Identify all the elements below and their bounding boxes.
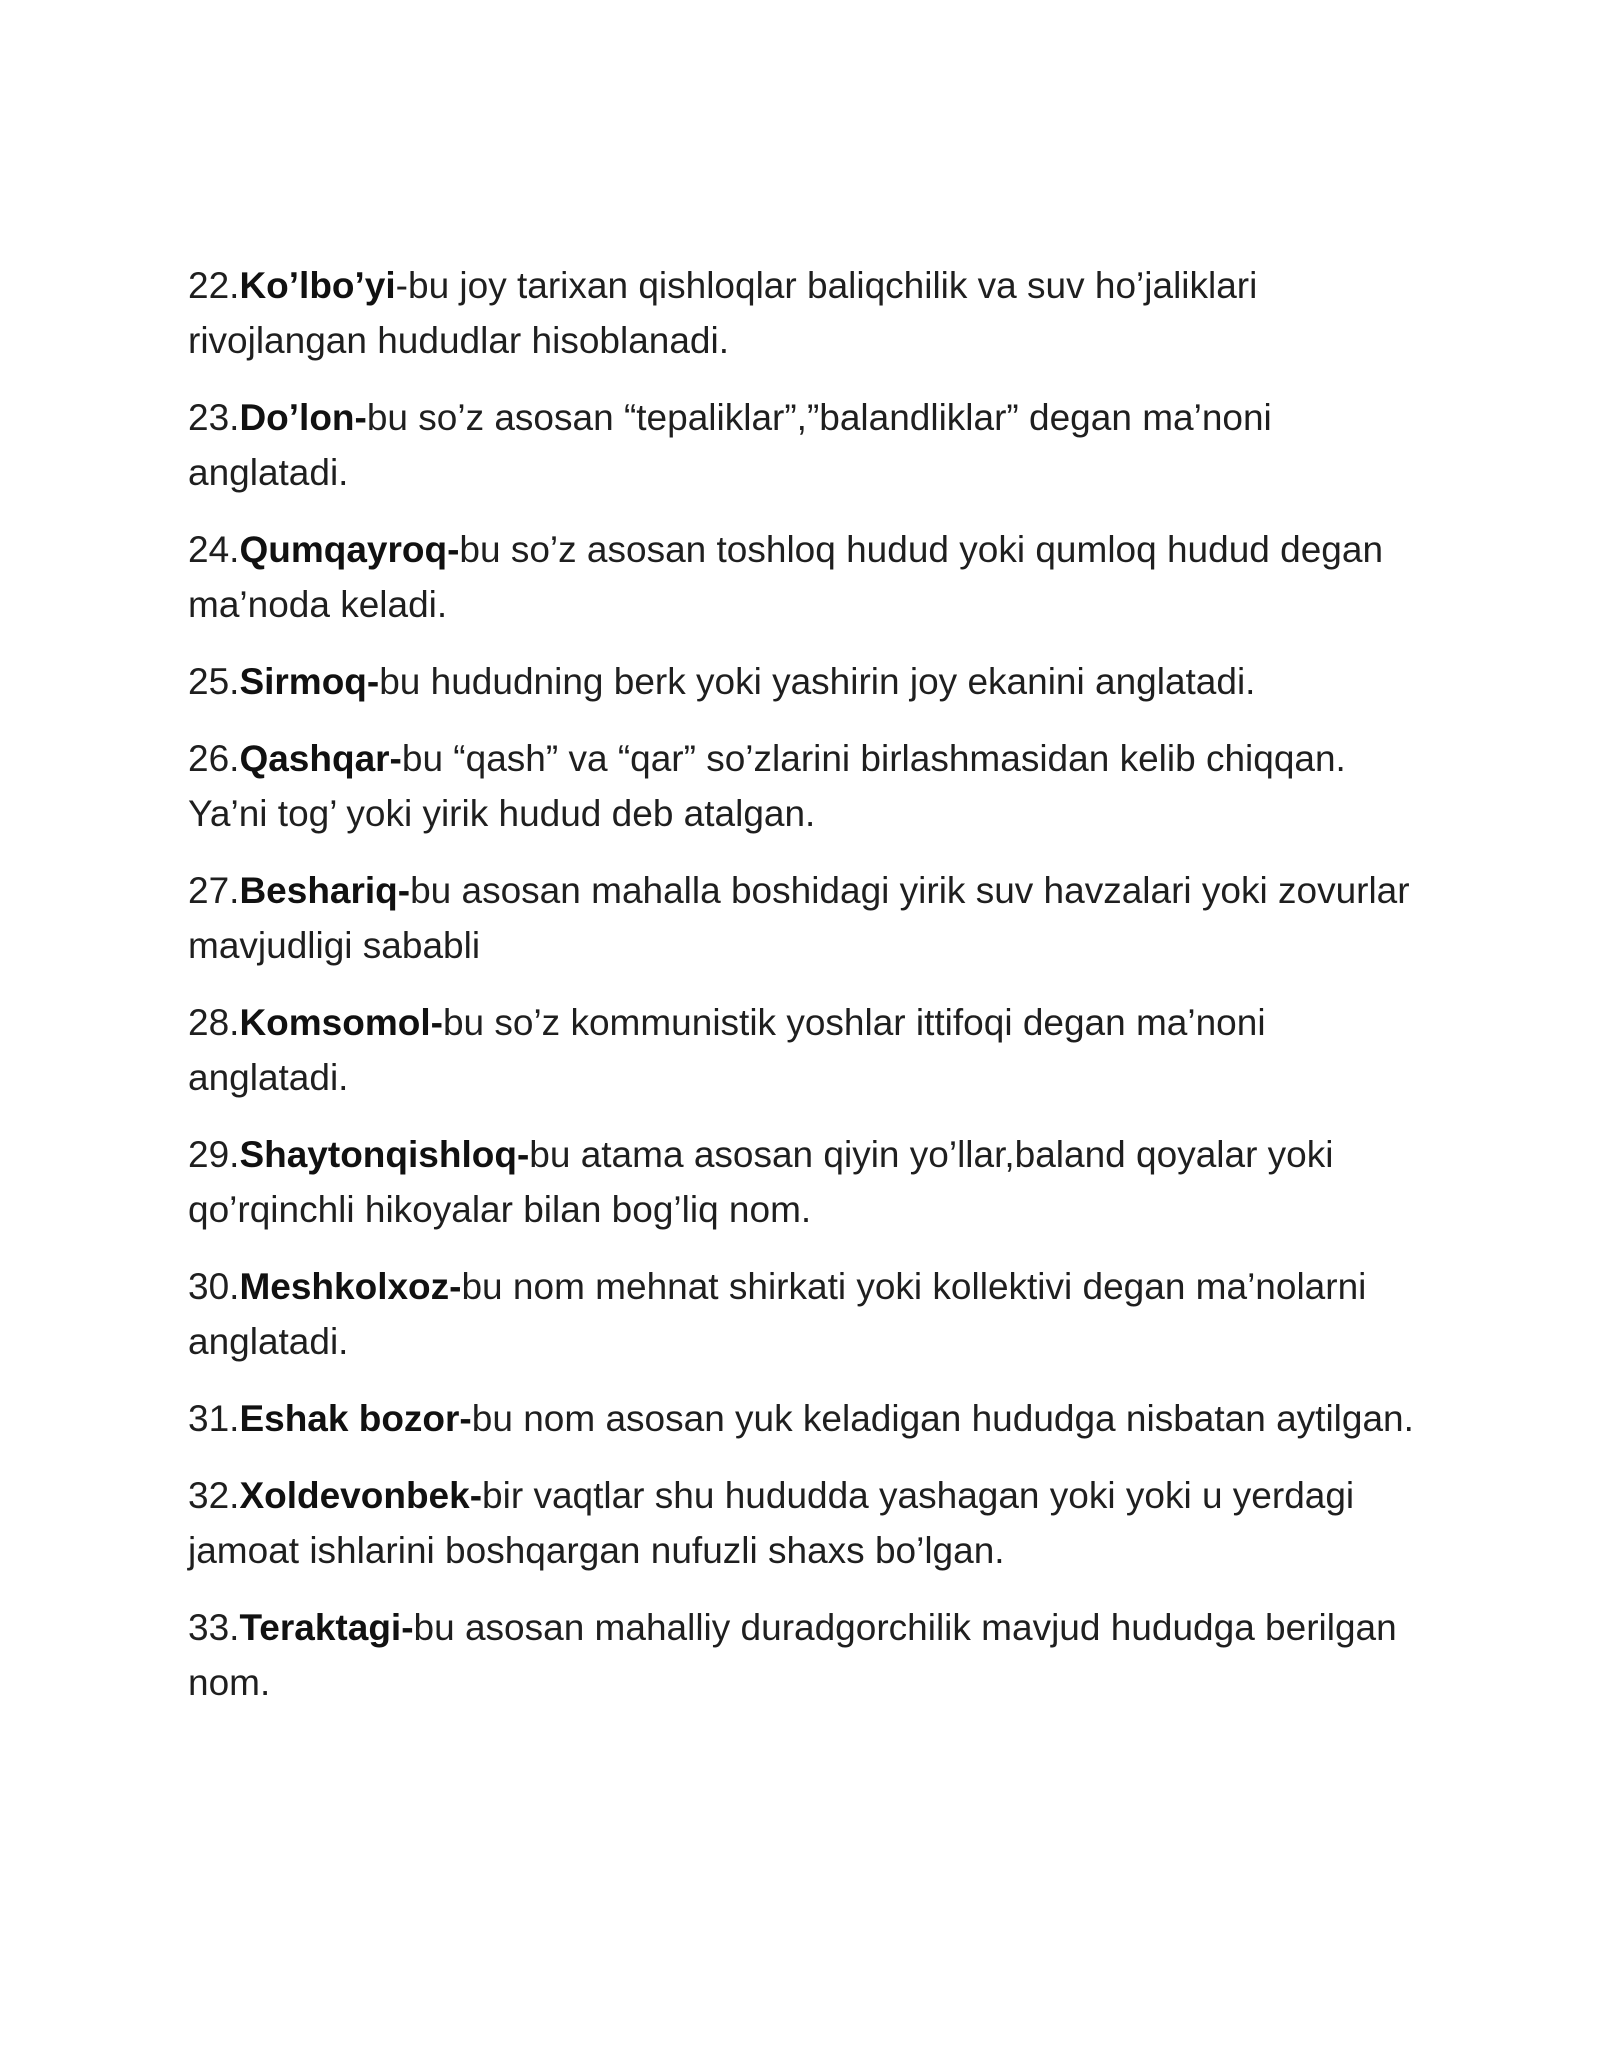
item-description: bu so’z asosan “tepaliklar”,”balandliklar” degan ma’noni anglatadi. — [188, 397, 1272, 493]
item-number: 26. — [188, 738, 240, 779]
item-term: Xoldevonbek- — [239, 1475, 483, 1516]
item-term: Do’lon- — [239, 397, 367, 438]
list-item — [188, 1259, 1428, 1369]
item-description: bu hududning berk yoki yashirin joy ekanini anglatadi. — [379, 661, 1256, 702]
list-item — [188, 1468, 1428, 1578]
item-number: 29. — [188, 1134, 240, 1175]
item-term: Shaytonqishloq- — [239, 1134, 530, 1175]
item-number: 30. — [188, 1266, 240, 1307]
item-description: bu asosan mahalliy duradgorchilik mavjud hududga berilgan nom. — [188, 1607, 1397, 1703]
list-item — [188, 390, 1428, 500]
item-description: -bu joy tarixan qishloqlar baliqchilik va suv ho’jaliklari rivojlangan hududlar hisoblanadi. — [188, 265, 1258, 361]
list-item — [188, 863, 1428, 973]
list-item — [188, 731, 1428, 841]
list-item — [188, 258, 1428, 368]
item-number: 32. — [188, 1475, 240, 1516]
item-number: 24. — [188, 529, 240, 570]
item-number: 25. — [188, 661, 240, 702]
list-item — [188, 995, 1428, 1105]
item-description: bir vaqtlar shu hududda yashagan yoki yoki u yerdagi jamoat ishlarini boshqargan nufuzli shaxs bo’lgan. — [188, 1475, 1355, 1571]
item-number: 22. — [188, 265, 240, 306]
item-number: 23. — [188, 397, 240, 438]
item-description: bu atama asosan qiyin yo’llar,baland qoyalar yoki qo’rqinchli hikoyalar bilan bog’liq nom. — [188, 1134, 1334, 1230]
item-description: bu so’z kommunistik yoshlar ittifoqi degan ma’noni anglatadi. — [188, 1002, 1266, 1098]
item-term: Komsomol- — [239, 1002, 443, 1043]
item-term: Ko’lbo’yi — [239, 265, 396, 306]
item-description: bu nom mehnat shirkati yoki kollektivi degan ma’nolarni anglatadi. — [188, 1266, 1367, 1362]
item-number: 27. — [188, 870, 240, 911]
item-term: Meshkolxoz- — [239, 1266, 462, 1307]
list-item — [188, 1600, 1428, 1710]
item-term: Qumqayroq- — [239, 529, 460, 570]
list-item — [188, 1127, 1428, 1237]
item-number: 28. — [188, 1002, 240, 1043]
item-term: Teraktagi- — [239, 1607, 414, 1648]
item-number: 31. — [188, 1398, 240, 1439]
item-number: 33. — [188, 1607, 240, 1648]
item-description: bu so’z asosan toshloq hudud yoki qumloq hudud degan ma’noda keladi. — [188, 529, 1384, 625]
list-item — [188, 654, 1428, 709]
item-term: Eshak bozor- — [239, 1398, 472, 1439]
item-term: Sirmoq- — [239, 661, 380, 702]
list-item — [188, 522, 1428, 632]
item-term: Beshariq- — [239, 870, 411, 911]
item-description: bu nom asosan yuk keladigan hududga nisbatan aytilgan. — [471, 1398, 1414, 1439]
item-description: bu “qash” va “qar” so’zlarini birlashmasidan kelib chiqqan. Ya’ni tog’ yoki yirik hudud deb atalgan. — [188, 738, 1346, 834]
list-item — [188, 1391, 1428, 1446]
item-term: Qashqar- — [239, 738, 402, 779]
item-description: bu asosan mahalla boshidagi yirik suv havzalari yoki zovurlar mavjudligi sababli — [188, 870, 1410, 966]
document-body — [188, 258, 1428, 1732]
